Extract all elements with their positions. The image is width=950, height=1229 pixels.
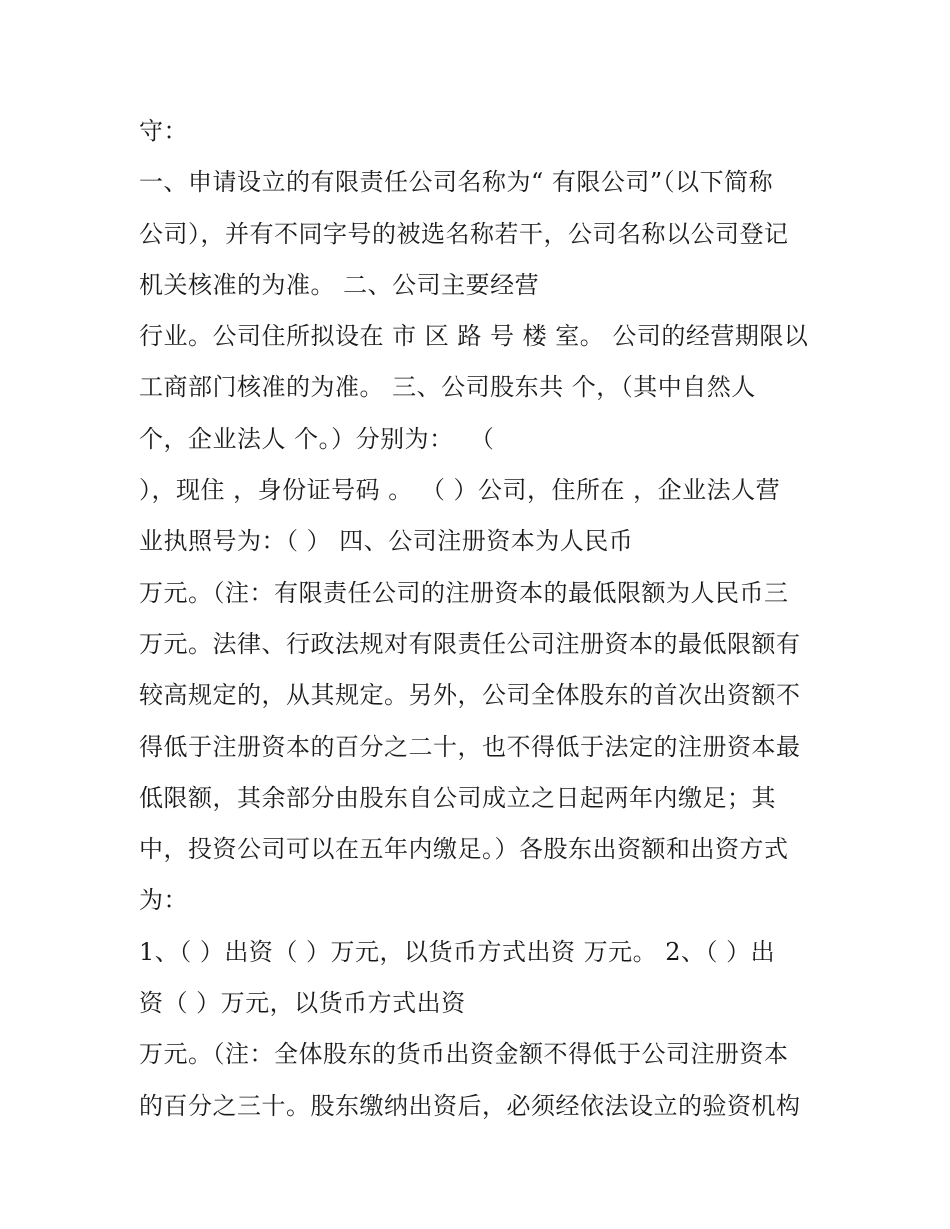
text-line: ），现住 ，身份证号码 。 （ ）公司，住所在 ，企业法人营: [139, 476, 781, 505]
text-line: 机关核准的为准。 二、公司主要经营: [139, 270, 540, 299]
text-line: 1、（ ）出资（ ）万元，以货币方式出资 万元。 2、（ ）出: [139, 937, 776, 966]
text-line: 为：: [139, 886, 188, 915]
text-line: 较高规定的，从其规定。另外，公司全体股东的首次出资额不: [139, 681, 801, 710]
document-body: [139, 110, 829, 1136]
text-line: 万元。（注：有限责任公司的注册资本的最低限额为人民币三: [139, 578, 789, 607]
text-line: 守：: [139, 117, 188, 145]
text-line: 得低于注册资本的百分之二十，也不得低于法定的注册资本最: [139, 732, 801, 761]
text-line: 工商部门核准的为准。 三、公司股东共 个，（其中自然人: [139, 373, 756, 402]
text-line: 一、申请设立的有限责任公司名称为“ 有限公司”（以下简称: [139, 168, 774, 197]
text-line: 的百分之三十。股东缴纳出资后，必须经依法设立的验资机构: [139, 1091, 801, 1120]
text-line: 公司），并有不同字号的被选名称若干，公司名称以公司登记: [139, 219, 789, 248]
text-line: 中，投资公司可以在五年内缴足。）各股东出资额和出资方式: [139, 835, 789, 864]
text-line: 万元。（注：全体股东的货币出资金额不得低于公司注册资本: [139, 1040, 789, 1069]
text-line: 个，企业法人 个。）分别为： （: [139, 424, 495, 453]
text-line: 资（ ）万元，以货币方式出资: [139, 989, 466, 1018]
text-line: 低限额，其余部分由股东自公司成立之日起两年内缴足；其: [139, 783, 776, 812]
text-line: 万元。法律、行政法规对有限责任公司注册资本的最低限额有: [139, 629, 801, 658]
text-line: 行业。公司住所拟设在 市 区 路 号 楼 室。 公司的经营期限以: [139, 322, 809, 351]
text-line: 业执照号为：（ ） 四、公司注册资本为人民币: [139, 527, 634, 556]
